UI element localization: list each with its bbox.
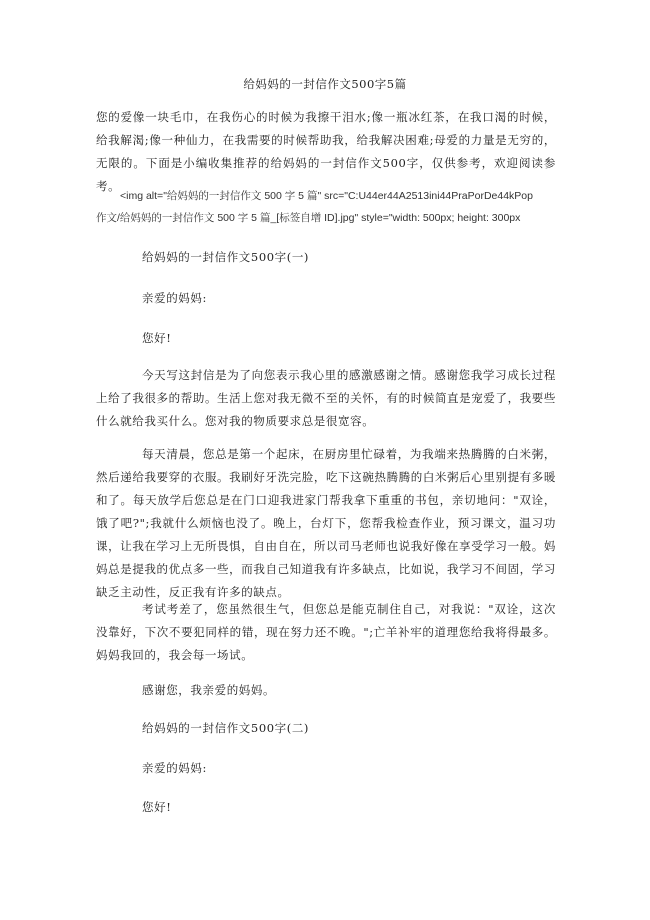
essay1-greeting: 您好! [142,331,172,345]
essay1-heading: 给妈妈的一封信作文500字(一) [142,250,310,264]
essay1-paragraph-2: 每天清晨，您总是第一个起床，在厨房里忙碌着，为我端来热腾腾的白米粥，然后递给我要穿的衣服。我刷好牙洗完脸，吃下这碗热腾腾的白米粥后心里别提有多暖和了。每天放学后您总是在门口迎我进家门帮我拿下重重的书包，亲切地问："双诠，饿了吧?";我就什么烦恼也没了。晚上，台灯下，您帮我检查作业，预习课文，温习功课，让我在学习上无所畏惧，自由自在，所以司马老师也说我好像在享受学习一般。妈妈总是提我的优点多一些，而我自己知道我有许多缺点，比如说，我学习不间固，学习缺乏主动性，反正我有许多的缺点。 [96,447,556,599]
essay1-closing: 感谢您，我亲爱的妈妈。 [142,683,276,697]
essay2-greeting: 您好! [142,800,172,814]
img-code-line-2: 作文/给妈妈的一封信作文 500 字 5 篇_[标签自增 ID].jpg" style="width: 500px; height: 300px [96,212,521,224]
essay1-paragraph-1: 今天写这封信是为了向您表示我心里的感激感谢之情。感谢您我学习成长过程上给了我很多的帮助。生活上您对我无微不至的关怀，有的时候简直是宠爱了，我要些什么就给我买什么。您对我的物质要求总是很宽容。 [96,368,556,428]
img-code-line-1: <img alt="给妈妈的一封信作文 500 字 5 篇" src="C:U44er44A2513ini44PraPorDe44kPop [120,190,533,202]
essay1-salutation: 亲爱的妈妈: [142,291,207,305]
intro-paragraph: 您的爱像一块毛巾，在我伤心的时候为我擦干泪水;像一瓶冰红茶，在我口渴的时候，给我解渴;像一种仙力，在我需要的时候帮助我，给我解决困难;母爱的力量是无穷的，无限的。下面是小编收集推荐的给妈妈的一封信作文500字，仅供参考，欢迎阅读参考。 [96,110,556,193]
essay1-paragraph-3: 考试考差了，您虽然很生气，但您总是能克制住自己，对我说："双诠，这次没靠好，下次不要犯同样的错，现在努力还不晚。";亡羊补牢的道理您给我将得最多。妈妈我回的，我会每一场试。 [96,602,556,662]
document-title: 给妈妈的一封信作文500字5篇 [243,77,407,91]
essay2-heading: 给妈妈的一封信作文500字(二) [142,721,310,735]
essay2-salutation: 亲爱的妈妈: [142,761,207,775]
